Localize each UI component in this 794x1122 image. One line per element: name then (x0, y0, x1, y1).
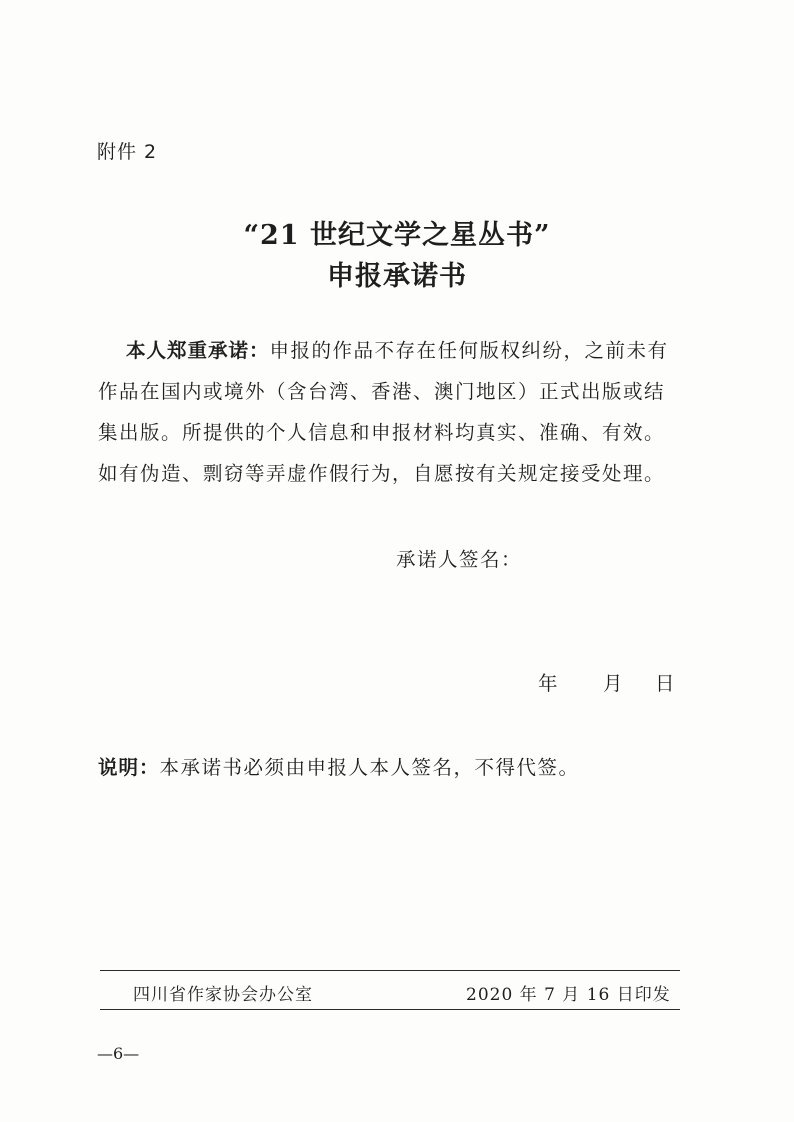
footer-issuer: 四川省作家协会办公室 (133, 985, 313, 1005)
footer-rule-bottom (100, 1009, 680, 1010)
date-year-label: 年 (538, 672, 558, 695)
date-day-label: 日 (655, 672, 675, 695)
date-month-label: 月 (603, 672, 623, 695)
commitment-line-3: 集出版。所提供的个人信息和申报材料均真实、准确、有效。 (98, 421, 666, 444)
attachment-label: 附件 2 (97, 141, 158, 163)
commitment-line-2: 作品在国内或境外（含台湾、香港、澳门地区）正式出版或结 (98, 380, 666, 403)
footer-rule-top (100, 970, 680, 971)
note-lead: 说明： (98, 756, 160, 779)
note-paragraph (98, 752, 580, 780)
page-number: —6— (97, 1044, 140, 1063)
commitment-lead: 本人郑重承诺： (126, 339, 270, 362)
document-title-line-2: 申报承诺书 (327, 261, 467, 292)
document-title-line-1: “21 世纪文学之星丛书” (243, 220, 551, 251)
footer-issue-date: 2020 年 7 月 16 日印发 (466, 985, 671, 1005)
note-text: 本承诺书必须由申报人本人签名，不得代签。 (159, 756, 580, 779)
commitment-line-1-text: 申报的作品不存在任何版权纠纷，之前未有 (269, 339, 669, 362)
commitment-paragraph (98, 330, 698, 494)
signature-label: 承诺人签名： (396, 548, 523, 571)
commitment-line-4: 如有伪造、剽窃等弄虚作假行为，自愿按有关规定接受处理。 (98, 462, 666, 485)
commitment-line-1 (98, 330, 698, 371)
